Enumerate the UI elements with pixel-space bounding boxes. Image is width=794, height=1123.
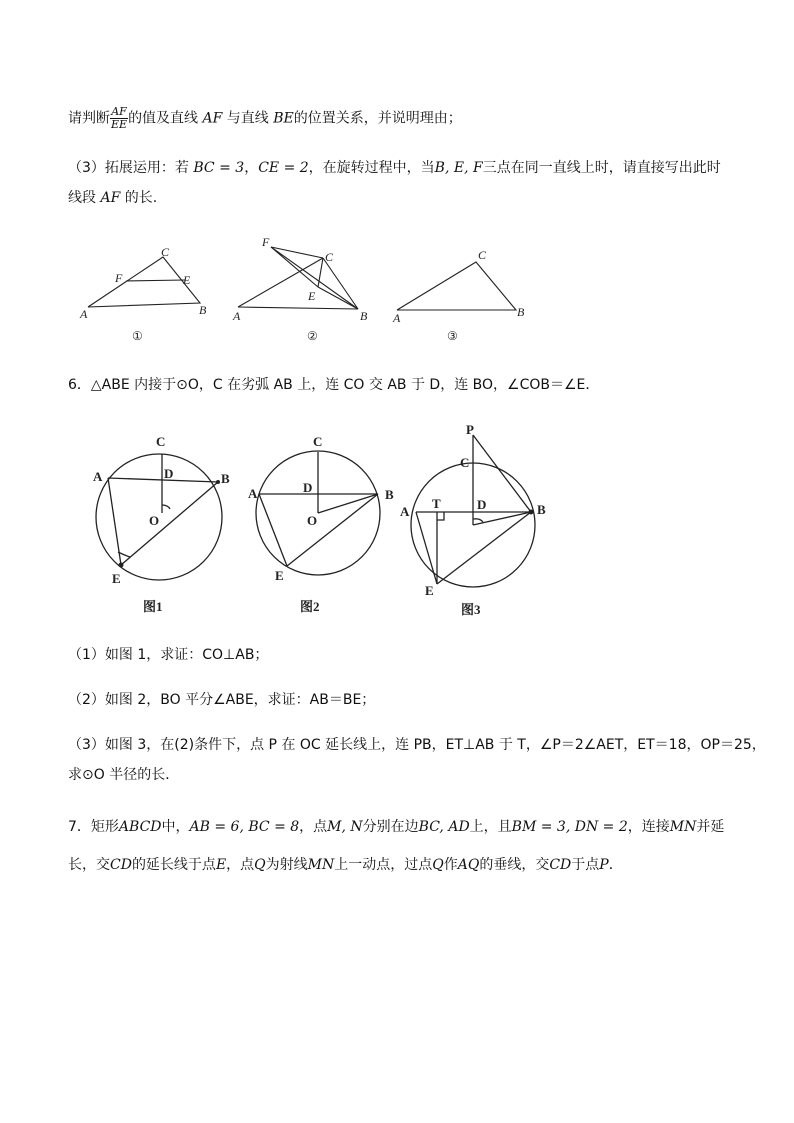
q6-fig2-label-d: D (303, 480, 313, 495)
fig1-label-a: A (80, 307, 88, 321)
q6-fig1-label-d: D (164, 466, 174, 481)
fig1-eb (121, 482, 218, 565)
q6-fig3-caption: 图3 (461, 602, 481, 617)
q6-fig3-label-a: A (400, 504, 410, 519)
fig1-label-e: E (183, 273, 191, 287)
fraction-af-over-ee: $\frac{AF}{EE}$ (111, 105, 128, 131)
fig3-angle-arc (473, 519, 483, 522)
fig2-eb (287, 494, 378, 566)
q6-part2: （2）如图 2，BO 平分∠ABE，求证：AB＝BE； (68, 692, 376, 708)
q6-fig3-label-t: T (432, 496, 441, 511)
q5-question-line: 请判断 $\frac{AF}{EE}$ 的值及直线 AF 与直线 BE的位置关系，并说明理由； (68, 105, 462, 131)
q6-fig1-label-e: E (112, 571, 121, 586)
fig2-caption: ② (307, 329, 318, 343)
fig1-caption: ① (132, 329, 143, 343)
fig2-segment-cb (323, 258, 358, 309)
fig2-label-e: E (308, 289, 316, 303)
fig2-segment-fe (271, 247, 318, 287)
fig3-point-b (529, 510, 534, 515)
fig3-label-c: C (478, 248, 487, 262)
fig1-label-f: F (115, 271, 123, 285)
q6-fig1-caption: 图1 (143, 599, 163, 614)
q6-fig2-caption: 图2 (300, 599, 320, 614)
fig2-label-c: C (325, 250, 334, 264)
fig3-label-a: A (393, 311, 401, 325)
q6-fig2-label-b: B (385, 487, 394, 502)
q6-fig1-label-c: C (156, 434, 166, 449)
q6-figures (0, 415, 794, 625)
q6-part1: （1）如图 1，求证：CO⊥AB； (68, 647, 269, 663)
q6-fig2-label-a: A (248, 486, 258, 501)
fig1-segment-fe (126, 280, 185, 281)
q7-line2: 长，交CD的延长线于点E，点Q为射线MN上一动点，过点Q作AQ的垂线，交CD于点P． (68, 857, 623, 873)
q7-line1: 7．矩形ABCD中，AB = 6, BC = 8，点M, N分别在边BC, AD上，且BM = 3, DN = 2，连接MN并延 (68, 819, 725, 835)
q6-fig1-label-b: B (221, 471, 230, 486)
fig1-ab (108, 478, 218, 482)
fig2-label-b: B (360, 309, 368, 323)
fig3-right-angle-t (437, 512, 444, 520)
q6-fig1-label-o: O (149, 513, 160, 528)
fig2-ob (318, 494, 378, 513)
fig2-label-f: F (262, 235, 270, 249)
q6-fig3-label-b: B (537, 502, 546, 517)
q6-fig3-label-e: E (425, 583, 434, 598)
q6-fig1-label-a: A (93, 469, 103, 484)
q6-fig3-label-c: C (460, 455, 470, 470)
fig3-ae (416, 512, 437, 584)
q6-fig3-label-d: D (477, 497, 487, 512)
fig1-angle-cob (162, 505, 170, 509)
fig1-label-b: B (199, 303, 207, 317)
q6-fig2-label-e: E (275, 568, 284, 583)
fig3-label-b: B (517, 305, 525, 319)
q5-part3-line2: 线段 AF 的长. (68, 190, 158, 206)
q6-part3-line2: 求⊙O 半径的长． (68, 767, 180, 783)
q6-fig2-label-o: O (307, 513, 318, 528)
fig2-label-a: A (233, 309, 241, 323)
fig2-segment-ab (238, 307, 358, 309)
q6-fig3-label-p: P (466, 422, 474, 437)
q6-stem: 6．△ABE 内接于⊙O，C 在劣弧 AB 上，连 CO 交 AB 于 D，连 BO，∠COB＝∠E． (68, 377, 600, 393)
q5-figures (0, 230, 794, 350)
fig1-point-b (216, 480, 220, 484)
q5-part3-line1: （3）拓展运用：若 BC = 3，CE = 2，在旋转过程中，当B, E, F三点在同一直线上时，请直接写出此时 (68, 160, 721, 176)
fig3-triangle (397, 262, 516, 310)
q6-part3-line1: （3）如图 3，在(2)条件下，点 P 在 OC 延长线上，连 PB，ET⊥AB 于 T，∠P＝2∠AET，ET＝18，OP＝25， (68, 737, 766, 753)
fig1-point-e (119, 563, 124, 568)
fig1-label-c: C (161, 245, 170, 259)
q6-fig2-label-c: C (313, 434, 323, 449)
fig3-caption: ③ (447, 329, 458, 343)
fig2-segment-eb (318, 287, 358, 309)
